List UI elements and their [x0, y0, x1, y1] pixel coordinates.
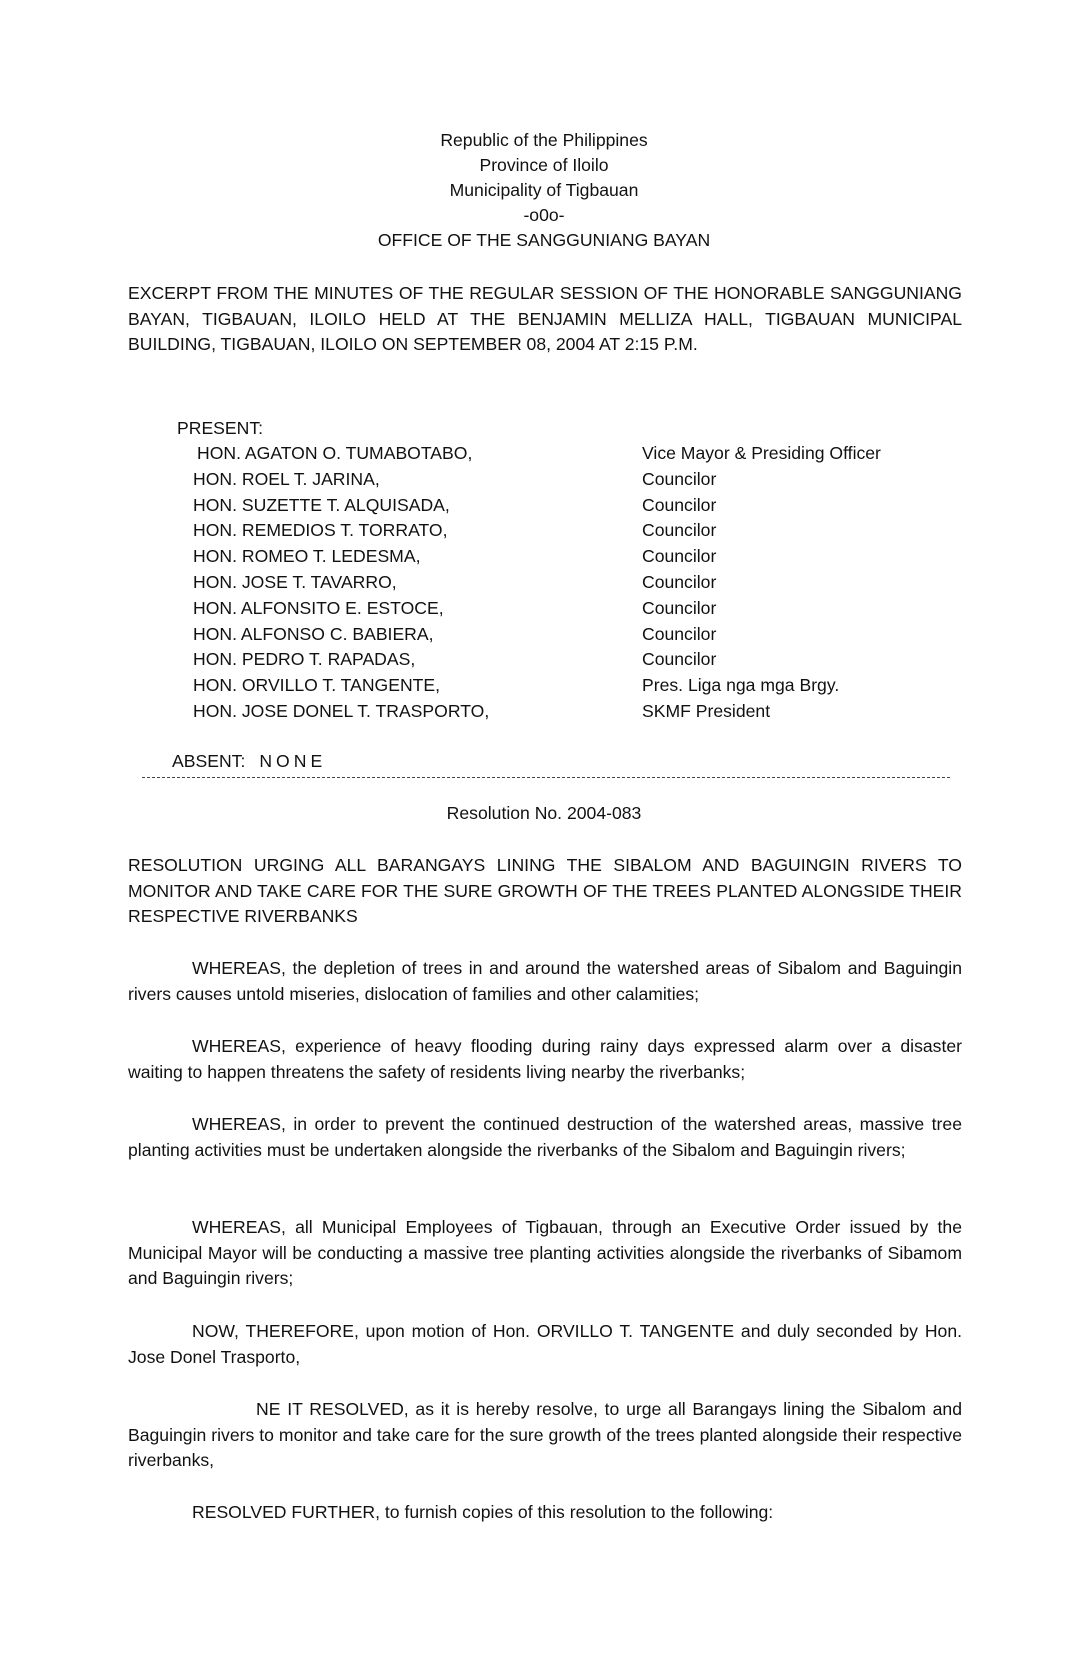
- member-name: HON. AGATON O. TUMABOTABO,: [197, 443, 473, 463]
- member-name: HON. ALFONSITO E. ESTOCE,: [193, 597, 444, 618]
- member-title: Councilor: [642, 546, 717, 567]
- absent-value: NONE: [259, 751, 327, 771]
- present-member-row: [0, 518, 1088, 544]
- resolved-further-paragraph: RESOLVED FURTHER, to furnish copies of this resolution to the following:: [192, 1502, 774, 1522]
- member-name: HON. JOSE DONEL T. TRASPORTO,: [193, 700, 490, 721]
- present-member-row: [0, 493, 1088, 519]
- whereas-paragraph-3: WHEREAS, in order to prevent the continued destruction of the watershed areas, massive tree planting activities must be undertaken alongside the riverbanks of the Sibalom and Baguingin rivers;: [128, 1114, 962, 1160]
- minutes-excerpt: EXCERPT FROM THE MINUTES OF THE REGULAR SESSION OF THE HONORABLE SANGGUNIANG BAYAN, TIGBAUAN, ILOILO HELD AT THE BENJAMIN MELLIZA HALL, TIGBAUAN MUNICIPAL BUILDING, TIGBAUAN, ILOILO ON SEPTEMBER 08, 2004 AT 2:15 P.M.: [128, 283, 962, 355]
- member-name: HON. ALFONSO C. BABIERA,: [193, 623, 434, 644]
- resolved-paragraph: NE IT RESOLVED, as it is hereby resolve, to urge all Barangays lining the Sibalom and Baguingin rivers to monitor and take care for the sure growth of the trees planted alongside their respective riverbanks,: [128, 1399, 962, 1471]
- member-title: Councilor: [642, 468, 717, 489]
- resolution-title: RESOLUTION URGING ALL BARANGAYS LINING THE SIBALOM AND BAGUINGIN RIVERS TO MONITOR AND TAKE CARE FOR THE SURE GROWTH OF THE TREES PLANTED ALONGSIDE THEIR RESPECTIVE RIVERBANKS: [128, 855, 962, 927]
- absent-label: ABSENT:: [172, 751, 246, 771]
- member-title: SKMF President: [642, 700, 771, 721]
- present-member-row: [0, 570, 1088, 596]
- absent-line: [172, 749, 326, 774]
- present-member-row: [0, 622, 1088, 648]
- member-name: HON. PEDRO T. RAPADAS,: [193, 649, 416, 670]
- whereas-paragraph-4: WHEREAS, all Municipal Employees of Tigbauan, through an Executive Order issued by the Municipal Mayor will be conducting a massive tree planting activities alongside the riverbanks of Sibamom and Baguingin rivers;: [128, 1217, 962, 1289]
- member-title: Councilor: [642, 597, 717, 618]
- resolution-number: Resolution No. 2004-083: [446, 803, 642, 823]
- member-title: Councilor: [642, 494, 717, 515]
- present-members-list: [0, 441, 1088, 725]
- present-member-row: [0, 647, 1088, 673]
- member-title: Councilor: [642, 520, 717, 541]
- dashed-divider: [142, 777, 950, 778]
- present-label: PRESENT:: [177, 418, 264, 438]
- present-member-row: [0, 544, 1088, 570]
- document-header: [0, 128, 1088, 253]
- whereas-paragraph-2: WHEREAS, experience of heavy flooding during rainy days expressed alarm over a disaster waiting to happen threatens the safety of residents living nearby the riverbanks;: [128, 1036, 962, 1082]
- member-name: HON. JOSE T. TAVARRO,: [193, 571, 397, 592]
- member-title: Vice Mayor & Presiding Officer: [642, 443, 881, 463]
- header-office: OFFICE OF THE SANGGUNIANG BAYAN: [377, 230, 711, 250]
- whereas-paragraph-1: WHEREAS, the depletion of trees in and around the watershed areas of Sibalom and Baguingin rivers causes untold miseries, dislocation of families and other calamities;: [128, 958, 962, 1004]
- member-name: HON. ORVILLO T. TANGENTE,: [193, 675, 441, 696]
- header-province: Province of Iloilo: [479, 155, 609, 175]
- present-member-row: [0, 673, 1088, 699]
- present-member-row: [0, 596, 1088, 622]
- member-title: Councilor: [642, 623, 717, 644]
- header-municipality: Municipality of Tigbauan: [449, 180, 639, 200]
- header-republic: Republic of the Philippines: [440, 130, 648, 150]
- member-name: HON. SUZETTE T. ALQUISADA,: [193, 494, 450, 515]
- member-name: HON. REMEDIOS T. TORRATO,: [193, 520, 448, 541]
- present-member-row: [0, 467, 1088, 493]
- member-name: HON. ROEL T. JARINA,: [193, 468, 380, 489]
- present-member-row: [0, 441, 1088, 467]
- now-therefore-paragraph: NOW, THEREFORE, upon motion of Hon. ORVILLO T. TANGENTE and duly seconded by Hon. Jose Donel Trasporto,: [128, 1321, 962, 1367]
- member-title: Councilor: [642, 649, 717, 670]
- member-title: Pres. Liga nga mga Brgy.: [642, 675, 840, 696]
- member-name: HON. ROMEO T. LEDESMA,: [193, 546, 421, 567]
- header-separator: -o0o-: [523, 205, 565, 225]
- present-member-row: [0, 699, 1088, 725]
- member-title: Councilor: [642, 571, 717, 592]
